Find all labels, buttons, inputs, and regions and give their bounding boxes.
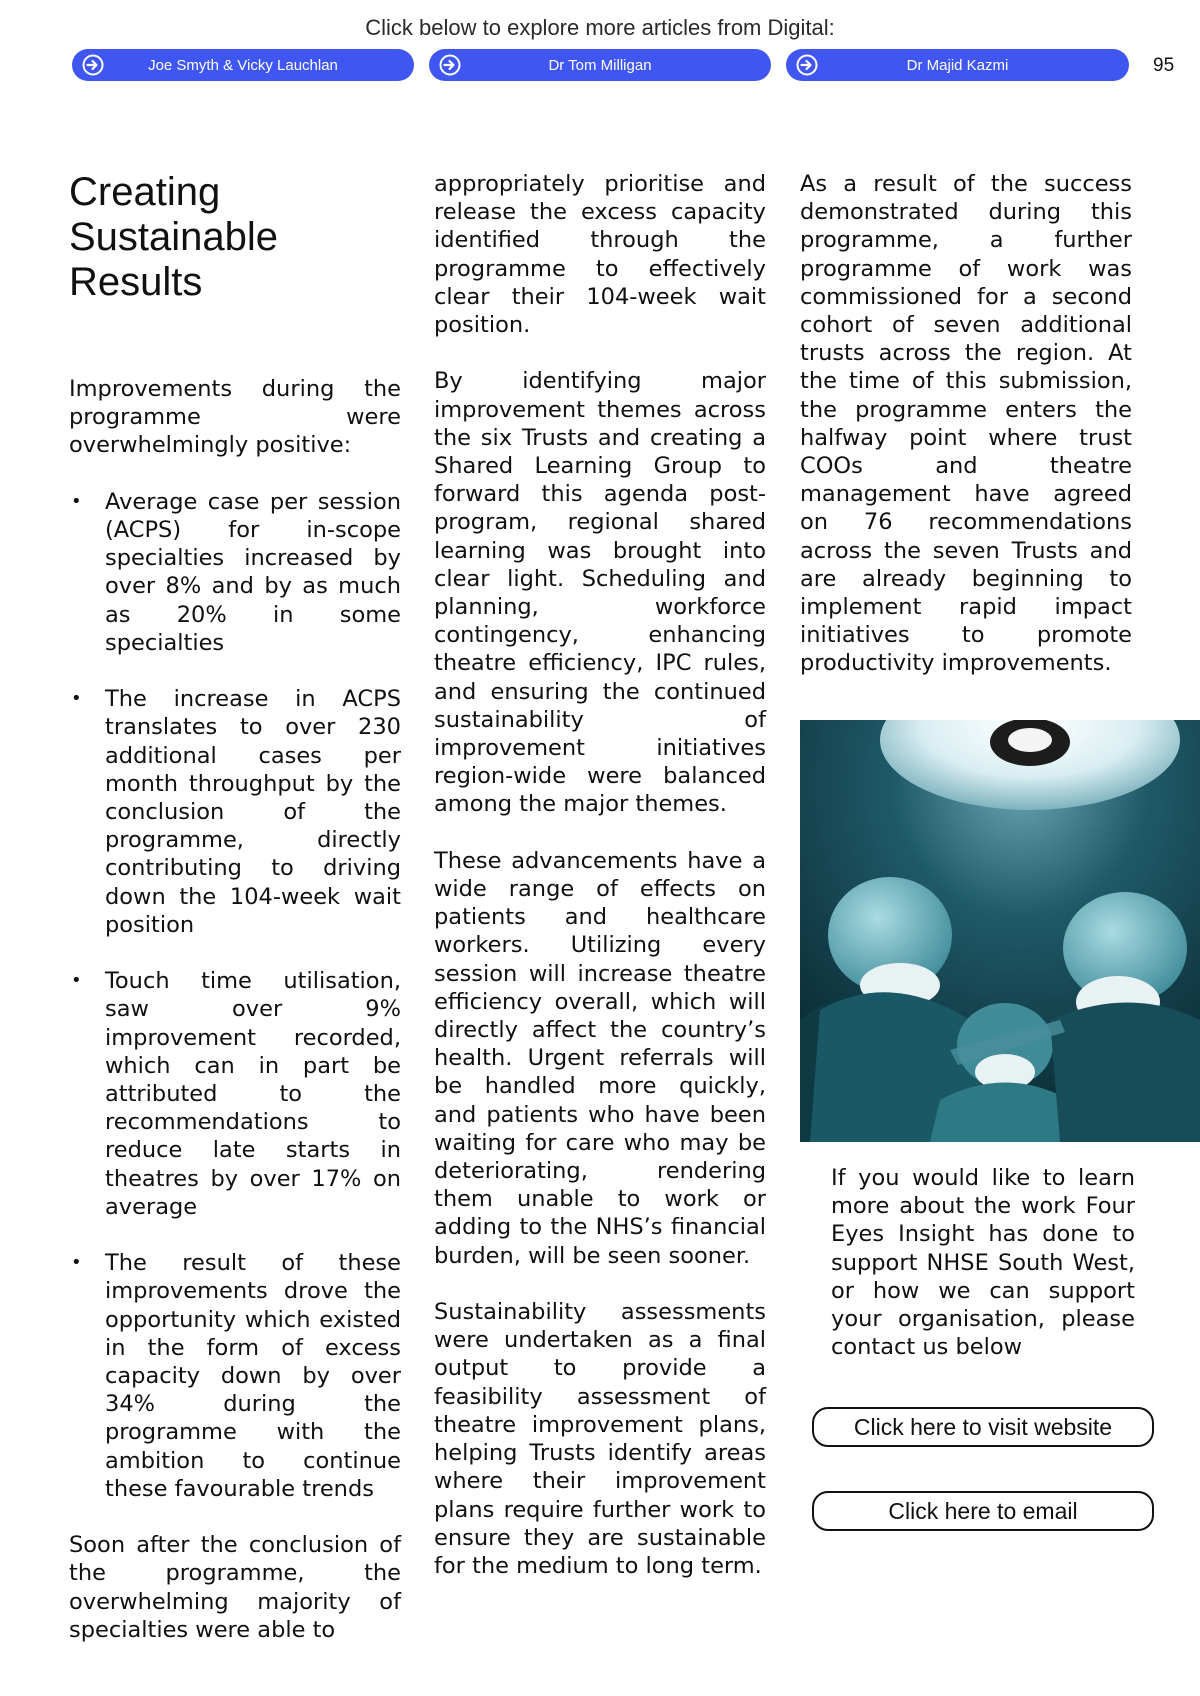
article-link-label: Joe Smyth & Vicky Lauchlan bbox=[148, 56, 338, 74]
heading-line: Sustainable bbox=[69, 215, 279, 259]
list-item: • The result of these improvements drove the opportunity which existed in the form of excess capacity down by over 34% during the programme with the ambition to continue these favourable trends bbox=[69, 1249, 401, 1503]
column-1 bbox=[69, 170, 401, 1672]
column-3 bbox=[800, 170, 1132, 706]
body-paragraph: appropriately prioritise and release the excess capacity identified through the programme to effectively clear their 104-week wait position. bbox=[434, 171, 766, 339]
surgeons-photo bbox=[800, 720, 1200, 1142]
visit-website-button[interactable]: Click here to visit website bbox=[812, 1407, 1154, 1447]
contact-paragraph: If you would like to learn more about the work Four Eyes Insight has done to support NHSE South West, or how we can support your organisation, please contact us below bbox=[831, 1165, 1135, 1361]
body-paragraph: By identifying major improvement themes across the six Trusts and creating a Shared Learning Group to forward this agenda post-program, regional shared learning was brought into clear light. Scheduling and planning, workforce contingency, enhancing theatre efficiency, IPC rules, and ensuring the continued sustainability of improvement initiatives region-wide were balanced among the major themes. bbox=[434, 368, 766, 818]
body-paragraph: Sustainability assessments were undertaken as a final output to provide a feasibility assessment of theatre improvement plans, helping Trusts identify areas where their improvement plans require further work to ensure they are sustainable for the medium to long term. bbox=[434, 1299, 766, 1579]
arrow-right-icon bbox=[796, 54, 818, 76]
intro-paragraph: Improvements during the programme were overwhelmingly positive: bbox=[69, 376, 401, 459]
nav-title: Click below to explore more articles from Digital: bbox=[365, 15, 835, 40]
list-item: • Touch time utilisation, saw over 9% improvement recorded, which can in part be attributed to the recommendations to reduce late starts in theatres by over 17% on average bbox=[69, 967, 401, 1221]
arrow-right-icon bbox=[439, 54, 461, 76]
closing-paragraph: Soon after the conclusion of the programme, the overwhelming majority of specialties were able to bbox=[69, 1532, 401, 1643]
body-paragraph: These advancements have a wide range of effects on patients and healthcare workers. Utilizing every session will increase theatre efficiency overall, which will directly affect the country’s health. Urgent referrals will be handled more quickly, and patients who have been waiting for care who may be deteriorating, rendering them unable to work or adding to the NHS’s financial burden, will be seen sooner. bbox=[434, 847, 766, 1269]
article-link-label: Dr Tom Milligan bbox=[548, 56, 652, 74]
column-2 bbox=[434, 170, 766, 1608]
page-number: 95 bbox=[1153, 55, 1175, 76]
list-item: • The increase in ACPS translates to over 230 additional cases per month throughput by the conclusion of the programme, directly contributing to driving down the 104-week wait position bbox=[69, 685, 401, 939]
article-link-label: Dr Majid Kazmi bbox=[906, 56, 1009, 74]
list-item: • Average case per session (ACPS) for in-scope specialties increased by over 8% and by as much as 20% in some specialties bbox=[69, 488, 401, 657]
section-heading bbox=[69, 170, 401, 305]
heading-line: Results bbox=[69, 260, 203, 304]
arrow-right-icon bbox=[82, 54, 104, 76]
results-list bbox=[69, 488, 401, 1503]
body-paragraph: As a result of the success demonstrated during this programme, a further programme of work was commissioned for a second cohort of seven additional trusts across the region. At the time of this submission, the programme enters the halfway point where trust COOs and theatre management have agreed on 76 recommendations across the seven Trusts and are already beginning to implement rapid impact initiatives to promote productivity improvements. bbox=[800, 171, 1132, 677]
email-button[interactable]: Click here to email bbox=[812, 1491, 1154, 1531]
heading-line: Creating bbox=[69, 170, 221, 214]
article-link-tom-milligan[interactable] bbox=[429, 49, 771, 81]
article-link-joe-smyth[interactable] bbox=[72, 49, 414, 81]
article-link-majid-kazmi[interactable] bbox=[786, 49, 1129, 81]
